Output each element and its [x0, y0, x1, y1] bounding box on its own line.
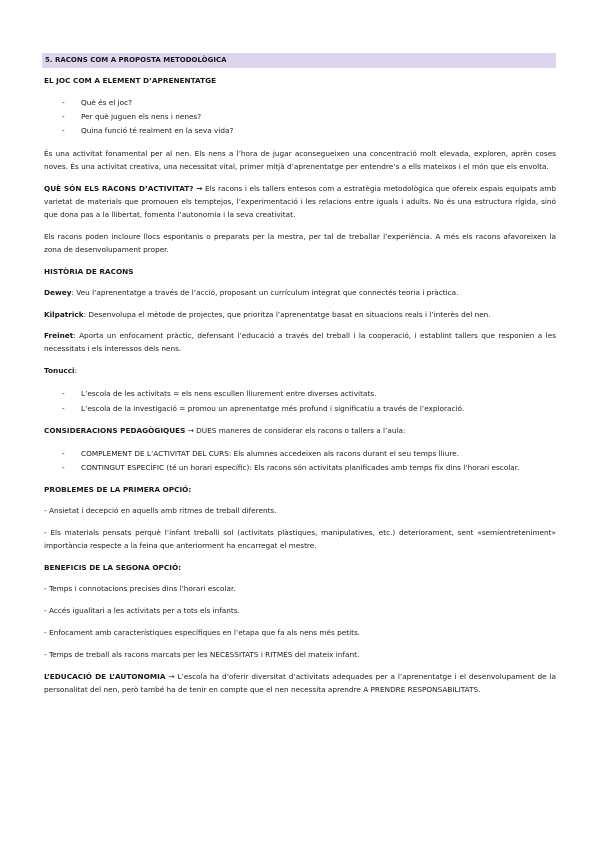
- list-item: - COMPLEMENT DE L’ACTIVITAT DEL CURS: Els alumnes accedeixen als racons durant el seu temps lliure.: [44, 447, 556, 461]
- benefit-item: - Temps de treball als racons marcats per les NECESSITATS i RITMES del mateix infant.: [44, 650, 360, 660]
- paragraph-autonomia: [44, 671, 556, 697]
- paragraph-dewey: [44, 287, 556, 300]
- paragraph-racons-2: Els racons poden incloure llocs espontanis o preparats per la mestra, per tal de treballar l’experiència. A més els racons afavoreixen la zona de desenvolupament proper.: [44, 231, 556, 254]
- author-text: : Desenvolupa el mètode de projectes, que prioritza l’aprenentatge basat en situacions reals i l’interès del nen.: [83, 309, 491, 319]
- racons-text: Els racons i els tallers entesos com a estratègia metodològica que ofereix espais equipats amb varietat de materials que promouen els temptejos, l’experimentació i les relacions entre iguals i adults. No és una estructura rígida, sinó que dona pas a la llibertat, fomenta l’autonomia i la seva creativitat.: [44, 183, 556, 219]
- paragraph-tonucci: [44, 365, 556, 378]
- list-item: - Quina funció té realment en la seva vida?: [44, 124, 556, 138]
- consideracions-list: [44, 447, 556, 475]
- heading-problemes: PROBLEMES DE LA PRIMERA OPCIÓ:: [44, 485, 192, 495]
- consideracions-text: → DUES maneres de considerar els racons o tallers a l’aula:: [185, 425, 406, 435]
- author-text: :: [74, 366, 78, 376]
- paragraph-joc: És una activitat fonamental per al nen. Els nens a l’hora de jugar aconsegueixen una concentració molt elevada, exploren, aprèn coses noves. És una activitat creativa, una necessitat vital, primer mitjà d’aprenentatge per entendre’s a ells mateixos i el món que els envolta.: [44, 148, 556, 171]
- list-item: - L’escola de la investigació = promou un aprenentatge més profund i significatiu a través de l’exploració.: [44, 402, 556, 416]
- paragraph-racons: [44, 183, 556, 222]
- author-name: Kilpatrick: [44, 309, 84, 319]
- heading-historia: HISTÒRIA DE RACONS: [44, 266, 134, 276]
- list-item: - Per què juguen els nens i nenes?: [44, 110, 556, 124]
- author-name: Tonucci: [44, 366, 75, 376]
- list-item: - Què és el joc?: [44, 96, 556, 110]
- racons-lead: QUÈ SÓN ELS RACONS D’ACTIVITAT? →: [44, 183, 203, 193]
- author-name: Dewey: [44, 287, 72, 297]
- benefit-item: - Enfocament amb característiques específiques en l’etapa que fa als nens més petits.: [44, 628, 361, 638]
- paragraph-consideracions: [44, 425, 556, 438]
- author-text: : Aporta un enfocament pràctic, defensant l’educació a través del treball i la cooperació, i establint tallers que responien a les necessitats i els interessos dels nens.: [44, 331, 556, 354]
- tonucci-list: [44, 387, 556, 415]
- heading-beneficis: BENEFICIS DE LA SEGONA OPCIÓ:: [44, 563, 182, 573]
- benefit-item: - Accés igualitari a les activitats per a tots els infants.: [44, 606, 240, 616]
- heading-joc: EL JOC COM A ELEMENT D’APRENENTATGE: [44, 76, 217, 85]
- author-name: Freinet: [44, 331, 74, 341]
- autonomia-text: → L’escola ha d’oferir diversitat d’activitats adequades per a l’aprenentatge i el desenvolupament de la personalitat del nen, però també ha de tenir en compte que el nen necessita aprendre A PRENDRE RESPONSABILITATS.: [44, 672, 557, 695]
- benefit-item: - Temps i connotacions precises dins l’horari escolar.: [44, 584, 236, 594]
- author-text: : Veu l’aprenentatge a través de l’acció, proposant un currículum integrat que connectés teoria i pràctica.: [71, 287, 459, 297]
- consideracions-lead: CONSIDERACIONS PEDAGÒGIQUES: [44, 425, 186, 435]
- autonomia-lead: L’EDUCACIÓ DE L’AUTONOMIA: [44, 672, 166, 682]
- list-item: - L’escola de les activitats = els nens escullen lliurement entre diverses activitats.: [44, 387, 556, 401]
- document-body: [44, 75, 556, 706]
- list-item: - CONTINGUT ESPECÍFIC (té un horari específic): Els racons són activitats planificades amb temps fix dins l’horari escolar.: [44, 461, 556, 475]
- question-list: [44, 96, 556, 139]
- problem-item: - Ansietat i decepció en aquells amb ritmes de treball diferents.: [44, 506, 277, 516]
- section-title-bar: 5. RACONS COM A PROPOSTA METODOLÒGICA: [42, 53, 556, 68]
- paragraph-kilpatrick: [44, 309, 556, 322]
- paragraph-freinet: [44, 330, 556, 356]
- problem-item: - Els materials pensats perquè l’infant treballi sol (activitats plàstiques, manipulatives, etc.) deteriorament, sent «semientreteniment» importància respecte a la feina que anteriorment ha encarregat el mestre.: [44, 528, 556, 551]
